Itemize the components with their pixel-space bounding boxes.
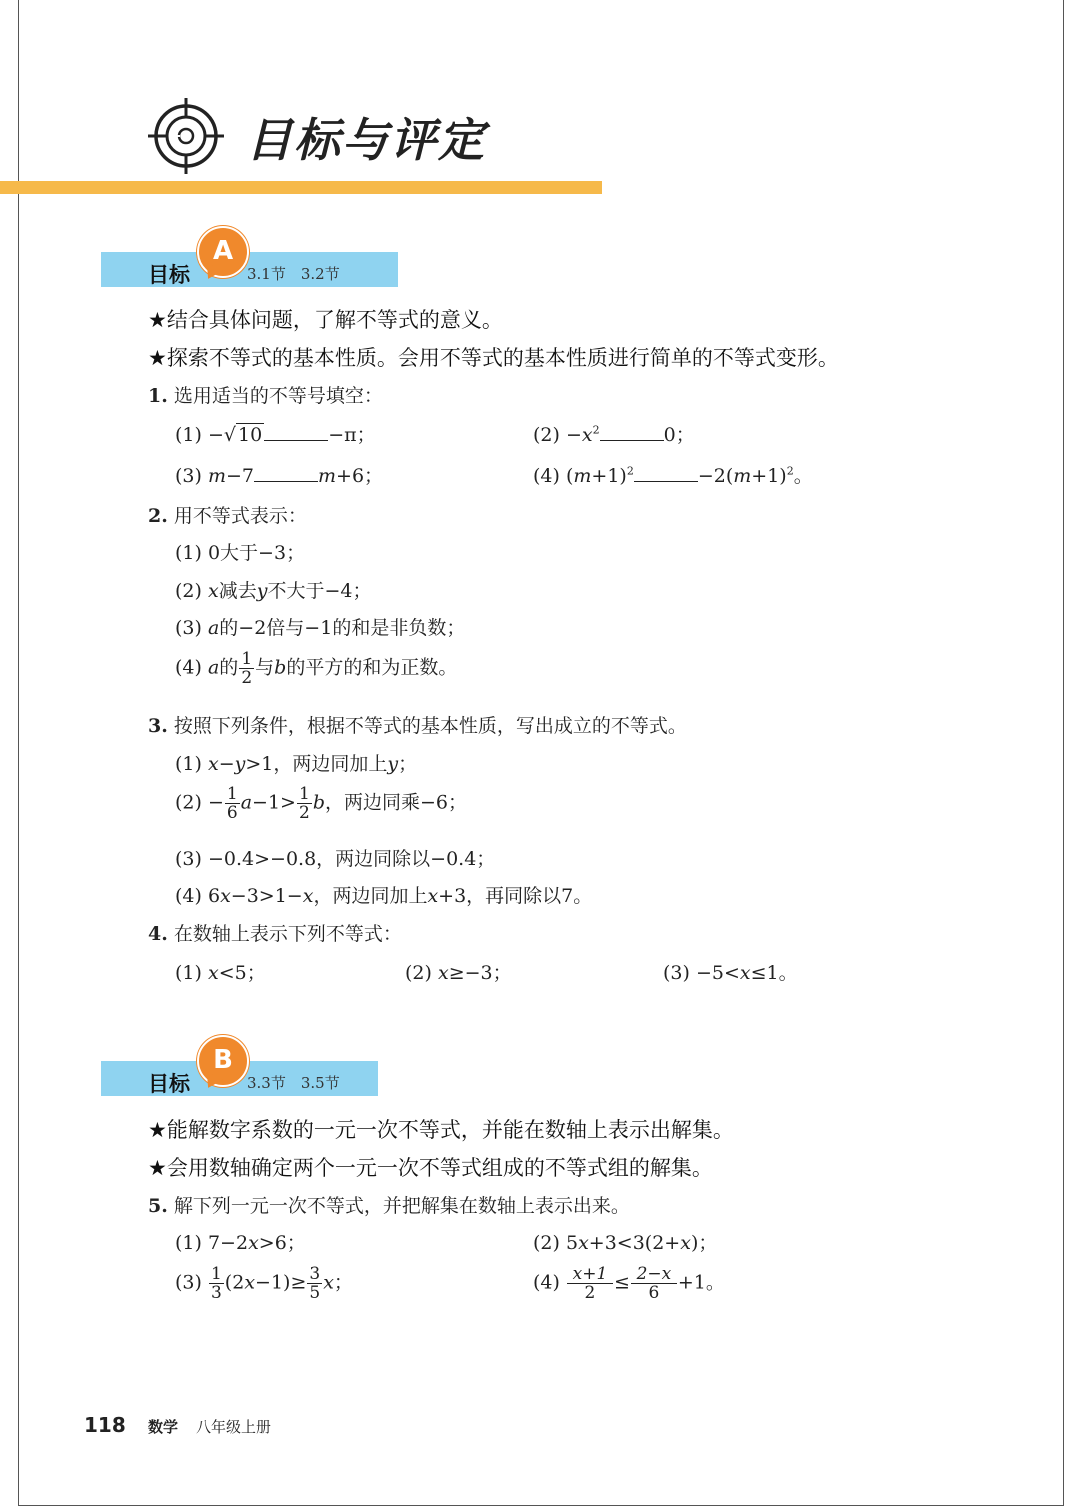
q3-part-4: (4) 6x−3>1−x，两边同加上x+3，再同除以7。: [175, 885, 593, 907]
answer-blank[interactable]: [254, 463, 318, 482]
q3-part-1: (1) x−y>1，两边同加上y；: [175, 753, 418, 775]
question-1: [148, 381, 383, 408]
question-3: 3. 按照下列条件，根据不等式的基本性质，写出成立的不等式。: [148, 715, 687, 737]
question-2: 2. 用不等式表示：: [148, 505, 307, 527]
footer-subject: 数学: [148, 1418, 179, 1436]
title-underline-bar: [0, 181, 602, 194]
q1-part-3: (3) m−7 m+6；: [175, 465, 384, 487]
answer-blank[interactable]: [264, 422, 328, 441]
question-text: 选用适当的不等号填空：: [173, 385, 383, 407]
question-number: 1.: [148, 385, 168, 407]
page-number: 118: [84, 1413, 126, 1437]
answer-blank[interactable]: [634, 463, 698, 482]
q4-part-2: (2) x≥−3；: [405, 962, 512, 984]
q2-part-4: (4) a的 $\frac{1}{2}$ 与b的平方的和为正数。: [175, 649, 458, 688]
q4-part-3: (3) −5<x≤1。: [663, 962, 798, 984]
answer-blank[interactable]: [600, 422, 664, 441]
page-title: 目标与评定: [246, 113, 486, 167]
target-a-badge: A: [197, 226, 249, 278]
q4-part-1: (1) x<5；: [175, 962, 266, 984]
q5-part-2: (2) 5x+3<3(2+x)；: [533, 1232, 718, 1254]
footer-grade: 八年级上册: [196, 1418, 272, 1436]
target-icon: [146, 96, 226, 176]
q2-part-3: (3) a的−2倍与−1的和是非负数；: [175, 617, 466, 639]
q5-part-3: (3) $\frac{1}{3}$ (2x−1)≥ $\frac{3}{5}$ x；: [175, 1264, 353, 1303]
goal-b-2: ★会用数轴确定两个一元一次不等式组成的不等式组的解集。: [148, 1156, 713, 1180]
target-a-sections: 3.1节 3.2节: [247, 265, 340, 283]
q5-part-1: (1) 7−2x>6；: [175, 1232, 306, 1254]
q2-part-1: (1) 0大于−3；: [175, 542, 306, 564]
goal-a-2: ★探索不等式的基本性质。会用不等式的基本性质进行简单的不等式变形。: [148, 346, 839, 370]
q1-part-1: (1) −√ 10 −π；: [175, 424, 376, 446]
target-a-label: 目标: [148, 263, 190, 287]
q1-part-4: (4) $(m+1)^2 -2(m+1)^2$。: [533, 464, 813, 487]
q5-part-4: (4) $\frac{x+1}{2}$ ≤ $\frac{2-x}{6}$ +1。: [533, 1264, 725, 1303]
q3-part-3: (3) −0.4>−0.8，两边同除以−0.4；: [175, 848, 496, 870]
goal-a-1: ★结合具体问题，了解不等式的意义。: [148, 308, 503, 332]
target-b-badge: B: [197, 1035, 249, 1087]
q3-part-2: (2) − $\frac{1}{6}$ a−1> $\frac{1}{2}$ b，两边同乘−6；: [175, 784, 467, 823]
q2-part-2: (2) x减去y不大于−4；: [175, 580, 372, 602]
target-b-sections: 3.3节 3.5节: [247, 1074, 340, 1092]
question-5: 5. 解下列一元一次不等式，并把解集在数轴上表示出来。: [148, 1195, 630, 1217]
goal-b-1: ★能解数字系数的一元一次不等式，并能在数轴上表示出解集。: [148, 1118, 734, 1142]
target-b-label: 目标: [148, 1072, 190, 1096]
q1-part-2: $(2) -x^2$ 0；: [533, 423, 695, 446]
question-4: 4. 在数轴上表示下列不等式：: [148, 923, 402, 945]
